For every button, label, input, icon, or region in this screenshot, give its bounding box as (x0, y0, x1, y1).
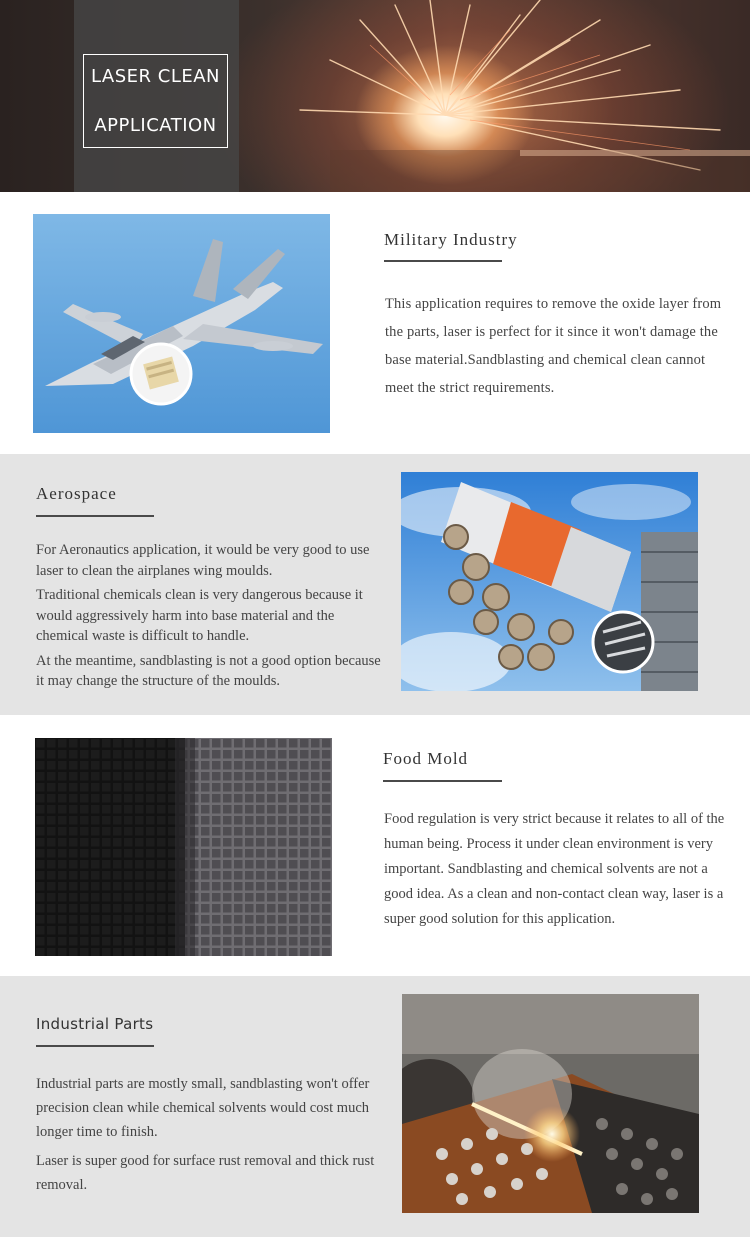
industrial-parts-paragraph-2: Laser is super good for surface rust removal and thick rust removal. (36, 1153, 375, 1193)
banner-title-box (83, 54, 228, 148)
section-aerospace (0, 454, 750, 715)
industrial-parts-heading: Industrial Parts (36, 1015, 154, 1033)
food-mold-heading-underline (383, 780, 502, 782)
industrial-parts-heading-underline (36, 1045, 154, 1047)
industrial-parts-description (36, 1072, 381, 1197)
aerospace-paragraph-1: For Aeronautics application, it would be very good to use laser to clean the airplanes wing moulds. (36, 542, 370, 579)
food-mold-heading: Food Mold (383, 749, 469, 768)
section-industrial-parts (0, 976, 750, 1237)
food-mold-paragraph-1: Food regulation is very strict because it relates to all of the human being. Process it under clean environment is very important. Sandblasting and chemical solvents are not a good idea. As a clean and non-contact clean way, laser is a super good solution for this application. (384, 811, 725, 927)
aerospace-heading-underline (36, 515, 154, 517)
fighter-jet-image (33, 214, 330, 433)
section-military (0, 192, 750, 454)
banner-title-line1: LASER CLEAN (90, 66, 221, 87)
military-description (385, 290, 735, 402)
food-mold-description (384, 807, 734, 932)
rust-removal-image (402, 994, 699, 1213)
section-food-mold (0, 715, 750, 976)
aerospace-heading: Aerospace (36, 484, 117, 503)
aerospace-description (36, 540, 381, 692)
military-heading: Military Industry (384, 230, 518, 249)
aerospace-paragraph-3: At the meantime, sandblasting is not a good option because it may change the structure of the moulds. (36, 652, 381, 689)
aerospace-paragraph-2: Traditional chemicals clean is very dangerous because it would aggressively harm into base material and the chemical waste is difficult to handle. (36, 587, 363, 644)
food-mold-image (35, 738, 332, 956)
military-heading-underline (384, 260, 502, 262)
banner-title-line2: APPLICATION (94, 115, 217, 136)
military-paragraph-1: This application requires to remove the oxide layer from the parts, laser is perfect for it since it won't damage the base material.Sandblasting and chemical clean cannot meet the strict requirements. (385, 296, 722, 396)
hero-banner (0, 0, 750, 192)
rocket-image (401, 472, 698, 691)
industrial-parts-paragraph-1: Industrial parts are mostly small, sandblasting won't offer precision clean while chemical solvents would cost much longer time to finish. (36, 1076, 370, 1140)
